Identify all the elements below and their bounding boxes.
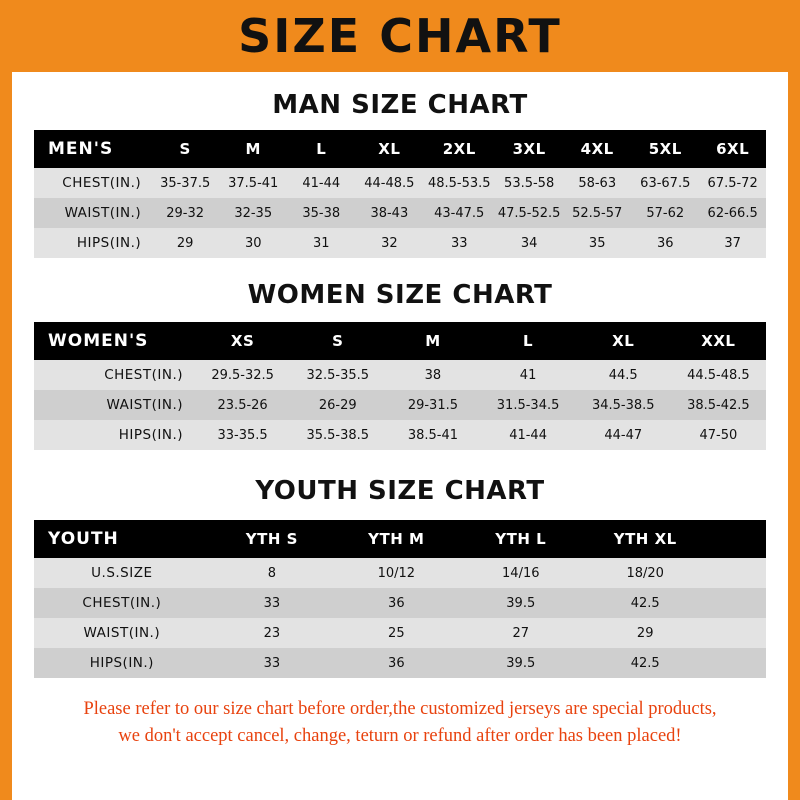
cell: 31.5-34.5	[496, 397, 560, 413]
column-header: YTH M	[368, 530, 425, 548]
cell: 37.5-41	[228, 175, 279, 191]
row-label: WAIST(IN.)	[64, 205, 142, 221]
cell: 38-43	[370, 205, 409, 221]
column-header: 4XL	[580, 140, 614, 158]
column-header: S	[332, 332, 344, 350]
column-header: YTH L	[495, 530, 547, 548]
table-row	[34, 390, 766, 420]
cell: 44-48.5	[364, 175, 415, 191]
column-header: M	[245, 140, 261, 158]
cell: 41-44	[509, 427, 547, 443]
cell: 8	[267, 565, 277, 581]
cell-spacer	[707, 588, 766, 618]
table-row	[34, 558, 766, 588]
cell-spacer	[707, 558, 766, 588]
cell: 57-62	[646, 205, 685, 221]
table-row	[34, 360, 766, 390]
column-header: XL	[612, 332, 635, 350]
cell: 53.5-58	[504, 175, 555, 191]
row-label: U.S.SIZE	[91, 565, 153, 581]
cell: 34	[520, 235, 538, 251]
cell: 36	[656, 235, 674, 251]
cell: 35-38	[302, 205, 341, 221]
column-header: 6XL	[716, 140, 750, 158]
table-row	[34, 198, 766, 228]
table-row	[34, 420, 766, 450]
cell: 29	[636, 625, 654, 641]
cell: 33-35.5	[217, 427, 268, 443]
cell: 32	[381, 235, 398, 251]
cell: 62-66.5	[707, 205, 758, 221]
cell: 47-50	[699, 427, 738, 443]
row-label: HIPS(IN.)	[89, 655, 154, 671]
cell: 29-31.5	[407, 397, 459, 413]
cell: 42.5	[630, 655, 660, 671]
cell: 33	[263, 595, 281, 611]
row-label: CHEST(IN.)	[62, 175, 142, 191]
cell: 30	[244, 235, 262, 251]
cell: 44.5	[608, 367, 638, 383]
man-section-title: MAN SIZE CHART	[272, 90, 528, 120]
cell: 39.5	[506, 595, 536, 611]
cell: 58-63	[578, 175, 617, 191]
content	[12, 90, 788, 750]
youth-size-table	[34, 520, 766, 678]
cell: 38.5-42.5	[687, 397, 750, 413]
order-notice	[34, 696, 766, 750]
cell: 29-32	[166, 205, 205, 221]
column-header: 2XL	[442, 140, 476, 158]
cell: 14/16	[502, 565, 540, 581]
cell: 18/20	[626, 565, 664, 581]
cell: 32-35	[234, 205, 273, 221]
youth-section-title: YOUTH SIZE CHART	[255, 476, 545, 506]
cell-spacer	[707, 618, 766, 648]
row-label: WAIST(IN.)	[83, 625, 161, 641]
notice-line-2: we don't accept cancel, change, teturn or refund after order has been placed!	[118, 725, 682, 746]
cell: 36	[388, 595, 405, 611]
row-label: WAIST(IN.)	[106, 397, 184, 413]
column-header: L	[316, 140, 327, 158]
page-title: SIZE CHART	[238, 9, 562, 63]
cell: 47.5-52.5	[497, 205, 561, 221]
cell: 38	[424, 367, 442, 383]
cell: 37	[724, 235, 741, 251]
cell: 35	[588, 235, 606, 251]
cell: 29	[176, 235, 194, 251]
cell: 23	[263, 625, 281, 641]
cell: 52.5-57	[572, 205, 623, 221]
row-label: HIPS(IN.)	[76, 235, 142, 251]
column-header: MEN'S	[48, 139, 114, 159]
table-row	[34, 588, 766, 618]
row-label: CHEST(IN.)	[82, 595, 162, 611]
man-size-table	[34, 130, 766, 258]
cell: 43-47.5	[434, 205, 485, 221]
cell: 29.5-32.5	[211, 367, 274, 383]
cell: 34.5-38.5	[591, 397, 655, 413]
cell: 35-37.5	[160, 175, 211, 191]
cell: 63-67.5	[640, 175, 691, 191]
table-header-row	[34, 322, 766, 360]
column-header: L	[523, 332, 534, 350]
cell: 36	[388, 655, 405, 671]
column-header: XXL	[701, 332, 736, 350]
cell: 42.5	[630, 595, 660, 611]
cell: 44.5-48.5	[687, 367, 750, 383]
column-header: XS	[230, 332, 255, 350]
cell: 41	[519, 367, 537, 383]
cell: 27	[512, 625, 530, 641]
cell: 33	[450, 235, 468, 251]
column-header: S	[179, 140, 191, 158]
cell: 10/12	[377, 565, 416, 581]
cell: 48.5-53.5	[427, 175, 491, 191]
table-row	[34, 648, 766, 678]
cell: 41-44	[302, 175, 341, 191]
cell: 39.5	[506, 655, 536, 671]
cell: 44-47	[604, 427, 643, 443]
table-row	[34, 618, 766, 648]
header-band	[0, 0, 800, 72]
women-size-table	[34, 322, 766, 450]
column-header: 3XL	[512, 140, 546, 158]
row-label: CHEST(IN.)	[104, 367, 184, 383]
column-header-spacer	[707, 520, 766, 558]
cell: 35.5-38.5	[306, 427, 370, 443]
column-header: XL	[378, 140, 401, 158]
cell: 32.5-35.5	[306, 367, 370, 383]
cell: 67.5-72	[707, 175, 758, 191]
cell: 25	[388, 625, 405, 641]
cell: 26-29	[318, 397, 357, 413]
cell: 33	[263, 655, 281, 671]
row-label: HIPS(IN.)	[118, 427, 184, 443]
cell: 38.5-41	[407, 427, 459, 443]
table-header-row	[34, 130, 766, 168]
cell: 23.5-26	[217, 397, 268, 413]
table-header-row	[34, 520, 766, 558]
column-header: YTH S	[245, 530, 298, 548]
notice-line-1: Please refer to our size chart before order,the customized jerseys are special products,	[83, 699, 717, 719]
column-header: 5XL	[648, 140, 682, 158]
table-row	[34, 228, 766, 258]
cell: 31	[313, 235, 330, 251]
column-header: YOUTH	[48, 529, 119, 549]
column-header: WOMEN'S	[48, 331, 149, 351]
column-header: M	[425, 332, 441, 350]
table-row	[34, 168, 766, 198]
cell-spacer	[707, 648, 766, 678]
column-header: YTH XL	[613, 530, 677, 548]
women-section-title: WOMEN SIZE CHART	[247, 280, 553, 310]
